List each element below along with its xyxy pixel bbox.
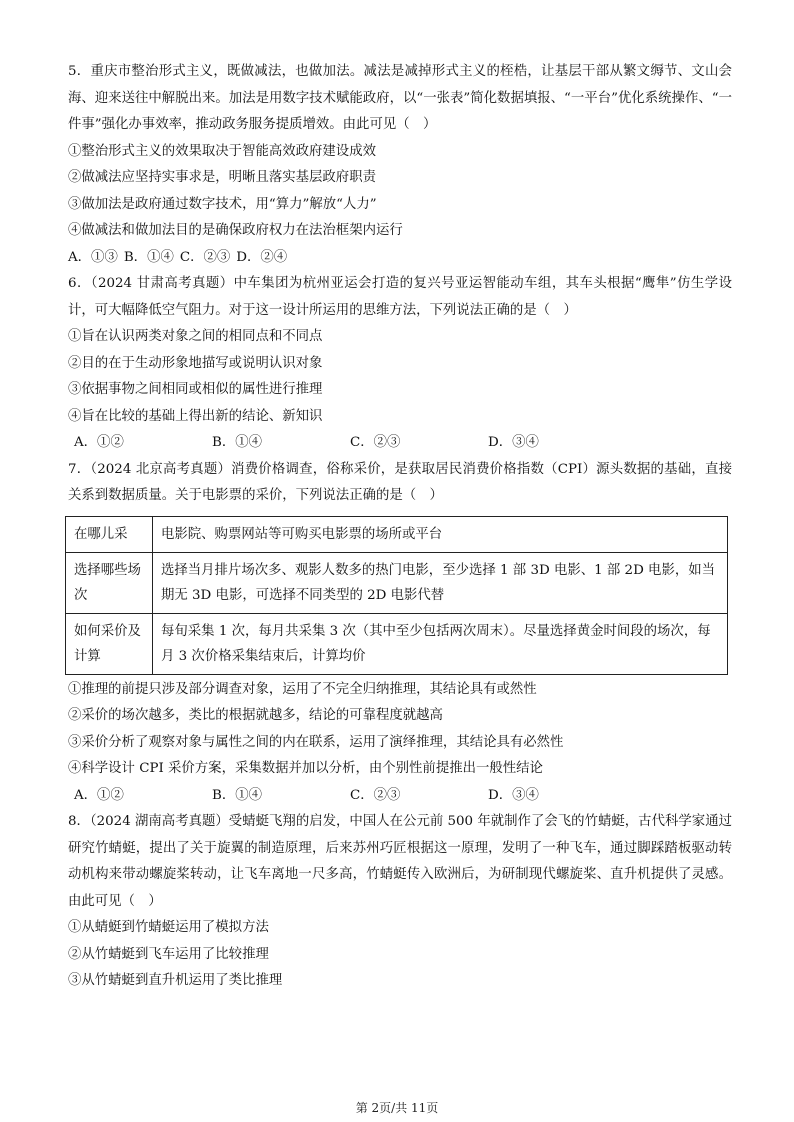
q5-option-b: B．①④ [123,249,174,265]
q6-option-a: A．①② [74,435,124,450]
q6-statement-2: ②目的在于生动形象地描写或说明认识对象 [68,355,323,371]
q7-option-b: B．①④ [212,787,263,803]
page-content [68,59,732,995]
q5-option-d: D．②④ [236,249,288,265]
table-row [66,613,728,674]
table-cell: 选择当月排片场次多、观影人数多的热门电影，至少选择 1 部 3D 电影、1 部 2D 电影，如当期无 3D 电影，可选择不同类型的 2D 电影代替 [153,552,728,613]
q6-statement-1: ①旨在认识两类对象之间的相同点和不同点 [68,329,323,344]
question-6-stem: 6．（2024 甘肃高考真题）中车集团为杭州亚运会打造的复兴号亚运智能动车组，其车头根据“鹰隼”仿生学设计，可大幅降低空气阻力。对于这一设计所运用的思维方法，下列说法正确的是（ ） [68,276,732,318]
q5-option-c: C．②③ [179,249,231,265]
q8-statement-3: ③从竹蜻蜓到直升机运用了类比推理 [68,973,283,988]
q8-statement-2: ②从竹蜻蜓到飞车运用了比较推理 [68,946,269,962]
q5-option-a: A．①③ [68,249,118,265]
question-5-stem: 5．重庆市整治形式主义，既做减法，也做加法。减法是减掉形式主义的桎梏，让基层干部从繁文缛节、文山会海、迎来送往中解脱出来。加法是用数字技术赋能政府，以“一张表”简化数据填报、“一平台”优化系统操作、“一件事”强化办事效率，推动政务服务提质增效。由此可见（ ） [68,64,732,132]
q6-option-c: C．②③ [350,435,401,450]
q6-options [68,430,732,457]
q5-statement-1: ①整治形式主义的效果取决于智能高效政府建设成效 [68,143,376,159]
table-row [66,552,728,613]
q8-statement-1: ①从蜻蜓到竹蜻蜓运用了模拟方法 [68,920,269,935]
q7-statement-3: ③采价分析了观察对象与属性之间的内在联系，运用了演绎推理，其结论具有必然性 [68,734,564,750]
q7-option-a: A．①② [74,787,124,803]
question-7-stem: 7．（2024 北京高考真题）消费价格调查，俗称采价，是获取居民消费价格指数（CPI）源头数据的基础，直接关系到数据质量。关于电影票的采价，下列说法正确的是（ ） [68,461,732,503]
q6-statement-4: ④旨在比较的基础上得出新的结论、新知识 [68,408,323,424]
q6-option-d: D．③④ [488,435,539,450]
q7-statement-2: ②采价的场次越多，类比的根据就越多，结论的可靠程度就越高 [68,708,443,723]
q7-option-d: D．③④ [488,787,539,803]
q7-options [68,783,732,810]
page-number-footer: 第 2页/共 11页 [355,1101,439,1115]
q7-statement-1: ①推理的前提只涉及部分调查对象，运用了不完全归纳推理，其结论具有或然性 [68,681,537,697]
question-8-stem: 8．（2024 湖南高考真题）受蜻蜓飞翔的启发，中国人在公元前 500 年就制作了会飞的竹蜻蜓，古代科学家通过研究竹蜻蜓，提出了关于旋翼的制造原理，后来苏州巧匠根据这一原理，发明了一种飞车，通过脚踩踏板驱动转动机构来带动螺旋桨转动，让飞车离地一尺多高，竹蜻蜓传入欧洲后，为研制现代螺旋桨、直升机提供了灵感。由此可见（ ） [68,814,732,909]
q7-option-c: C．②③ [350,787,401,803]
table-row-header: 如何采价及计算 [66,613,153,674]
q7-statement-4: ④科学设计 CPI 采价方案，采集数据并加以分析，由个别性前提推出一般性结论 [68,761,543,776]
q5-statement-3: ③做加法是政府通过数字技术，用“算力”解放“人力” [68,196,377,212]
q6-statement-3: ③依据事物之间相同或相似的属性进行推理 [68,382,323,397]
table-row-header: 在哪儿采 [66,516,153,552]
price-survey-table [65,516,728,675]
q5-statement-4: ④做减法和做加法目的是确保政府权力在法治框架内运行 [68,223,403,238]
q6-option-b: B．①④ [212,435,263,450]
q5-statement-2: ②做减法应坚持实事求是，明晰且落实基层政府职责 [68,170,376,185]
table-row [66,516,728,552]
table-cell: 电影院、购票网站等可购买电影票的场所或平台 [153,516,728,552]
table-row-header: 选择哪些场次 [66,552,153,613]
table-cell: 每旬采集 1 次，每月共采集 3 次（其中至少包括两次周末）。尽量选择黄金时间段的场次，每月 3 次价格采集结束后，计算均价 [153,613,728,674]
q5-options [68,245,732,272]
